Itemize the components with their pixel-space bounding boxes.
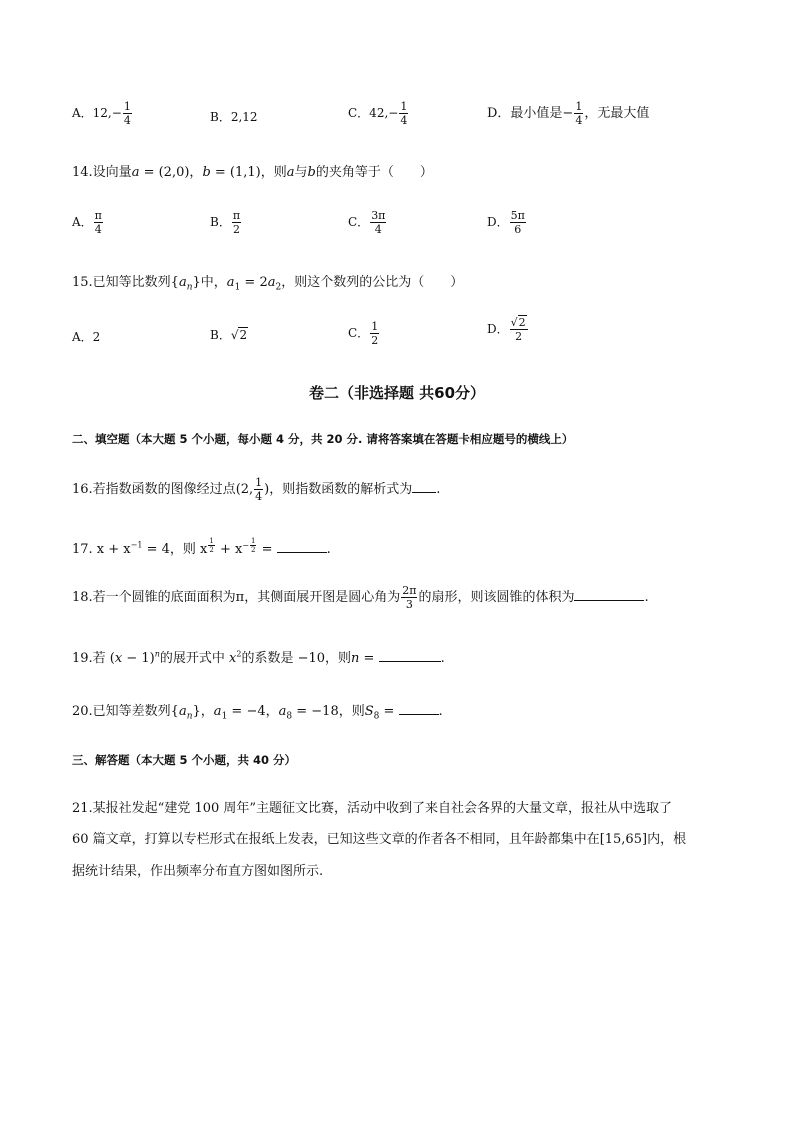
- q14-option-d: D． $\frac{5\pi}{6}$: [487, 209, 525, 236]
- q14-option-b: B． $\frac{\pi}{2}$: [210, 209, 241, 236]
- q14-stem: 14.设向量a = (2,0)，b = (1,1)，则a与b的夹角等于（ ）: [72, 165, 433, 180]
- q13-option-d: D．最小值是− $\frac{1}{4}$ ，无最大值: [487, 100, 650, 127]
- q18: 18.若一个圆锥的底面面积为π，其侧面展开图是圆心角为 $\frac{2\pi}{3}$ 的扇形，则该圆锥的体积为 .: [72, 584, 649, 611]
- part2-title: 卷二（非选择题 共60分）: [308, 384, 486, 402]
- q15-option-b: B．√2: [210, 328, 248, 342]
- q14-option-c: C． $\frac{3\pi}{4}$: [348, 209, 386, 236]
- q13-option-a: A．12,− $\frac{1}{4}$: [72, 100, 131, 127]
- q19: 19.若 $(x - 1)^n$的展开式中 $x^2$的系数是 −10，则n = .: [72, 649, 445, 666]
- q21-line3: 据统计结果，作出频率分布直方图如图所示.: [72, 864, 324, 879]
- q14-option-a: A． $\frac{\pi}{4}$: [72, 209, 102, 236]
- q17: 17. $x + x^{-1} = 4$，则 x $^{\frac{1}{2}}$ + $x^{- \frac{1}{2}}$ = .: [72, 537, 331, 557]
- q15-option-d: D． $\frac{√2}{2}$: [487, 316, 526, 343]
- q16: 16.若指数函数的图像经过点(2, $\frac{1}{4}$ )，则指数函数的解析式为 .: [72, 476, 441, 503]
- q21-line1: 21.某报社发起“建党 100 周年”主题征文比赛，活动中收到了来自社会各界的大量文章，报社从中选取了: [72, 801, 673, 816]
- q15-stem: 15.已知等比数列$\{a_n\}$中，$a_1 = 2a_2$，则这个数列的公比为（ ）: [72, 275, 464, 293]
- q15-option-a: A．2: [72, 330, 101, 344]
- q20: 20.已知等差数列$\{a_n\}$，$a_1 = -4$，$a_8 = -18$，则$S_8$ = .: [72, 704, 443, 722]
- section3-header: 三、解答题（本大题 5 个小题，共 40 分）: [72, 753, 297, 767]
- q13-option-b: B．2,12: [210, 110, 258, 124]
- q13-option-c: C．42,− $\frac{1}{4}$: [348, 100, 408, 127]
- q21-line2: 60 篇文章，打算以专栏形式在报纸上发表，已知这些文章的作者各不相同，且年龄都集中在[15,65]内，根: [72, 832, 687, 847]
- q15-option-c: C． $\frac{1}{2}$: [348, 320, 379, 347]
- section2-header: 二、填空题（本大题 5 个小题，每小题 4 分，共 20 分. 请将答案填在答题卡相应题号的横线上）: [72, 432, 574, 446]
